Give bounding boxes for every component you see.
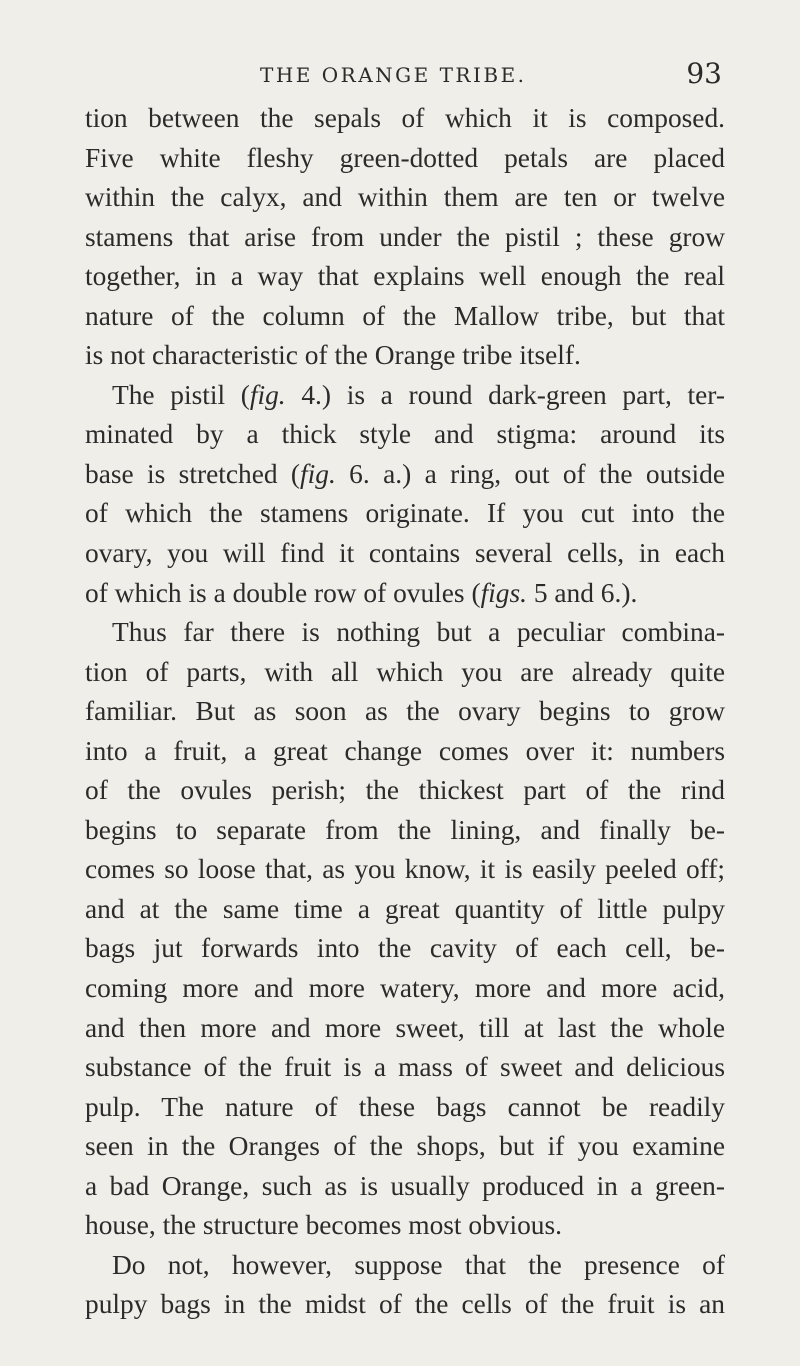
text-line: comes so loose that, as you know, it is easily peeled off; (85, 854, 725, 885)
text-line: within the calyx, and within them are ten or twelve (85, 182, 725, 213)
text-line: seen in the Oranges of the shops, but if you examine (85, 1131, 725, 1162)
text-line: pulpy bags in the midst of the cells of the fruit is an (85, 1289, 725, 1320)
text-line: and at the same time a great quantity of little pulpy (85, 893, 725, 924)
text-line: stamens that arise from under the pistil ; these grow (85, 221, 725, 252)
text-line: substance of the fruit is a mass of sweet and delicious (85, 1052, 725, 1083)
page-number: 93 (686, 57, 722, 90)
figure-reference: fig. (300, 458, 336, 489)
body-text (85, 99, 725, 1325)
text-line: base is stretched (fig. 6. a.) a ring, out of the outside (85, 458, 725, 489)
text-line: Do not, however, suppose that the presence of (112, 1249, 725, 1280)
figure-reference: fig. (249, 379, 286, 410)
text-line: a bad Orange, such as is usually produced in a green- (85, 1170, 725, 1201)
text-line: pulp. The nature of these bags cannot be readily (85, 1091, 725, 1122)
text-line: coming more and more watery, more and more acid, (85, 973, 725, 1004)
text-line: of which is a double row of ovules (figs. 5 and 6.). (85, 577, 638, 608)
running-head (0, 57, 800, 93)
text-line: The pistil (fig. 4.) is a round dark-green part, ter- (112, 379, 725, 410)
text-line: and then more and more sweet, till at last the whole (85, 1012, 725, 1043)
text-line: into a fruit, a great change comes over it: numbers (85, 735, 725, 766)
text-line: familiar. But as soon as the ovary begins to grow (85, 696, 725, 727)
text-line: together, in a way that explains well enough the real (85, 261, 725, 292)
text-line: begins to separate from the lining, and finally be- (85, 814, 725, 845)
text-line: of the ovules perish; the thickest part of the rind (85, 775, 725, 806)
text-line: tion between the sepals of which it is composed. (85, 103, 725, 133)
text-line: Thus far there is nothing but a peculiar combina- (112, 617, 725, 648)
text-line: is not characteristic of the Orange tribe itself. (85, 340, 581, 371)
running-title: THE ORANGE TRIBE. (260, 63, 527, 87)
text-line: tion of parts, with all which you are already quite (85, 656, 725, 687)
text-line: minated by a thick style and stigma: around its (85, 419, 725, 450)
text-line: bags jut forwards into the cavity of each cell, be- (85, 933, 725, 964)
text-line: house, the structure becomes most obvious. (85, 1210, 562, 1241)
text-line: Five white fleshy green-dotted petals are placed (85, 142, 725, 173)
text-line: nature of the column of the Mallow tribe, but that (85, 300, 725, 331)
text-line: ovary, you will find it contains several cells, in each (85, 538, 725, 569)
text-line: of which the stamens originate. If you cut into the (85, 498, 725, 529)
figure-reference: figs. (480, 577, 527, 608)
